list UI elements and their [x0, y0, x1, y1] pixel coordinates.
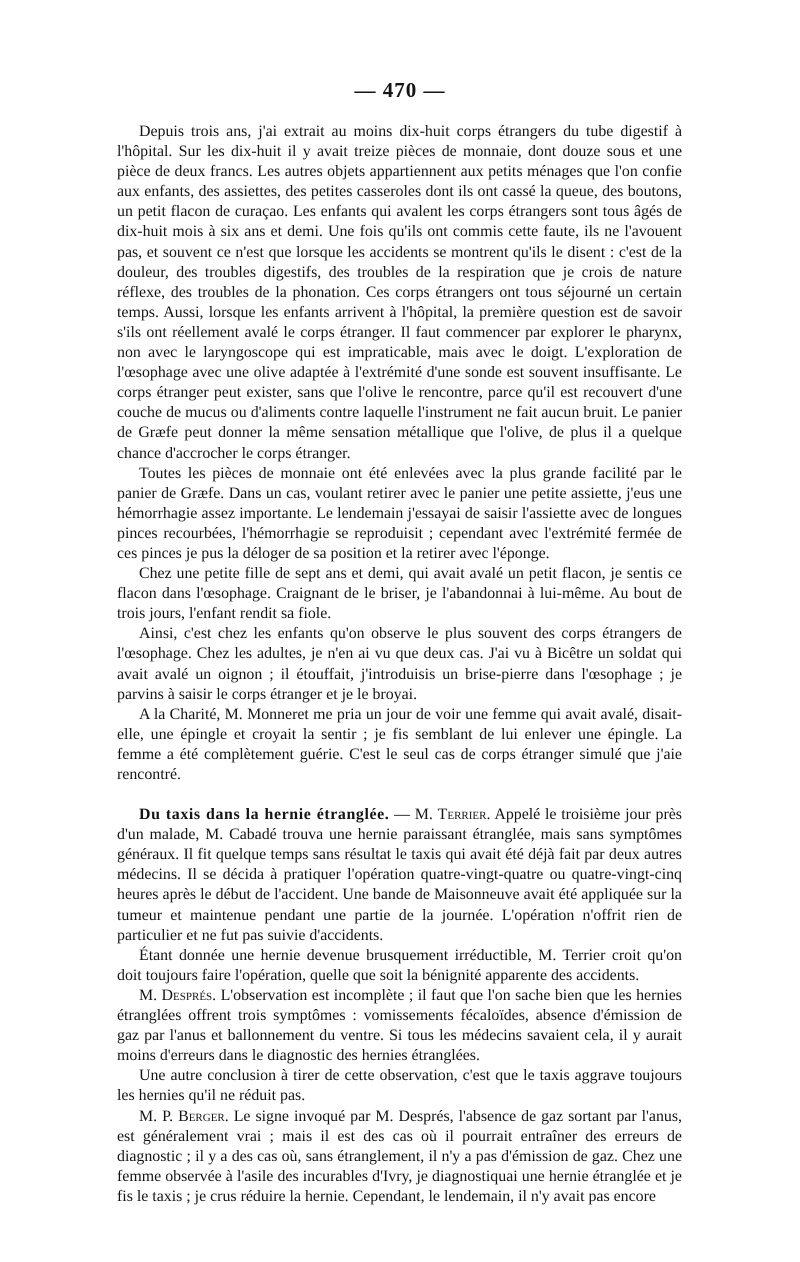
paragraph: Toutes les pièces de monnaie ont été enlevées avec la plus grande facilité par le panier de Græfe. Dans un cas, voulant retirer avec le panier une petite assiette, j'eus une hémorrhagie assez importante. Le lendemain j'essayai de saisir l'assiette avec de longues pinces recourbées, l'hémorrhagie se reproduisit ; cependant avec l'extrémité fermée de ces pinces je pus la déloger de sa position et la retirer avec l'éponge.: [117, 464, 682, 562]
body-text: [117, 122, 682, 1207]
paragraph: Une autre conclusion à tirer de cette observation, c'est que le taxis aggrave toujours les hernies qu'il ne réduit pas.: [117, 1067, 682, 1105]
speaker-prefix: M.: [139, 986, 162, 1004]
paragraph: Depuis trois ans, j'ai extrait au moins dix-huit corps étrangers du tube digestif à l'hôpital. Sur les dix-huit il y avait treize pièces de monnaie, dont douze sous et une pièce de deux francs. Les autres objets appartiennent aux petits ménages que l'on confie aux enfants, des assiettes, des petites casseroles dont ils ont cassé la queue, des boutons, un petit flacon de curaçao. Les enfants qui avalent les corps étrangers sont tous âgés de dix-huit mois à six ans et demi. Une fois qu'ils ont commis cette faute, ils ne l'avouent pas, et souvent ce n'est que lorsque les accidents se montrent qu'ils le disent : c'est de la douleur, des troubles digestifs, des troubles de la respiration que je crois de nature réflexe, des troubles de la phonation. Ces corps étrangers ont tous séjourné un certain temps. Aussi, lorsque les enfants arrivent à l'hôpital, la première question est de savoir s'ils ont réellement avalé le corps étranger. Il faut commencer par explorer le pharynx, non avec le laryngoscope qui est impraticable, mais avec le doigt. L'exploration de l'œsophage avec une olive adaptée à l'extrémité d'une sonde est souvent insuffisante. Le corps étranger peut exister, sans que l'olive le rencontre, parce qu'il est recouvert d'une couche de mucus ou d'aliments contre laquelle l'instrument ne fait aucun bruit. Le panier de Græfe peut donner la même sensation métallique que l'olive, de plus il a quelque chance d'accrocher le corps étranger.: [117, 123, 682, 462]
paragraph: Étant donnée une hernie devenue brusquement irréductible, M. Terrier croit qu'on doit toujours faire l'opération, quelle que soit la bénignité apparente des accidents.: [117, 946, 682, 984]
paragraph-text: . Le signe invoqué par M. Després, l'absence de gaz sortant par l'anus, est généralement vrai ; mais il est des cas où il pourrait entraîner des erreurs de diagnostic ; il y a des cas où, sans étranglement, il n'y a pas d'émission de gaz. Chez une femme observée à l'asile des incurables d'Ivry, je diagnostiquai une hernie étranglée et je fis le taxis ; je crus réduire la hernie. Cependant, le lendemain, il n'y avait pas encore: [117, 1107, 682, 1205]
paragraph: [117, 1107, 682, 1207]
paragraph-text: . L'observation est incomplète ; il faut que l'on sache bien que les hernies étranglées offrent trois symptômes : vomissements fécaloïdes, absence d'émission de gaz par l'anus et ballonnement du ventre. Si tous les médecins savaient cela, il y aurait moins d'erreurs dans le diagnostic des hernies étranglées.: [117, 986, 682, 1065]
section-dash: — M.: [389, 806, 438, 824]
paragraph: Chez une petite fille de sept ans et demi, qui avait avalé un petit flacon, je sentis ce flacon dans l'œsophage. Craignant de le briser, je l'abandonnai à lui-même. Au bout de trois jours, l'enfant rendit sa fiole.: [117, 565, 682, 623]
speaker-prefix: M. P.: [139, 1107, 179, 1125]
section-title: Du taxis dans la hernie étranglée.: [139, 806, 390, 824]
speaker-name: Després: [161, 986, 213, 1004]
paragraph: [117, 986, 682, 1066]
section-paragraph: [117, 805, 682, 946]
speaker-name: Berger: [178, 1107, 225, 1125]
paragraph-text: . Appelé le troisième jour près d'un malade, M. Cabadé trouva une hernie paraissant étranglée, mais sans symptômes généraux. Il fit quelque temps sans résultat le taxis qui avait été déjà fait par deux autres médecins. Il se décida à pratiquer l'opération quatre-vingt-quatre ou quatre-vingt-cinq heures après le début de l'accident. Une bande de Maisonneuve avait été appliquée sur la tumeur et maintenue pendant une partie de la journée. L'opération n'offrit rien de particulier et ne fut pas suivie d'accidents.: [117, 806, 682, 944]
page-number: — 470 —: [354, 78, 446, 102]
paragraph: Ainsi, c'est chez les enfants qu'on observe le plus souvent des corps étrangers de l'œsophage. Chez les adultes, je n'en ai vu que deux cas. J'ai vu à Bicêtre un soldat qui avait avalé un oignon ; il étouffait, j'introduisis un brise-pierre dans l'œsophage ; je parvins à saisir le corps étranger et je le broyai.: [117, 625, 682, 703]
author-name: Terrier: [437, 806, 487, 824]
paragraph: A la Charité, M. Monneret me pria un jour de voir une femme qui avait avalé, disait-elle, une épingle et croyait la sentir ; je fis semblant de lui enlever une épingle. La femme a été complètement guérie. C'est le seul cas de corps étranger simulé que j'aie rencontré.: [117, 705, 682, 783]
